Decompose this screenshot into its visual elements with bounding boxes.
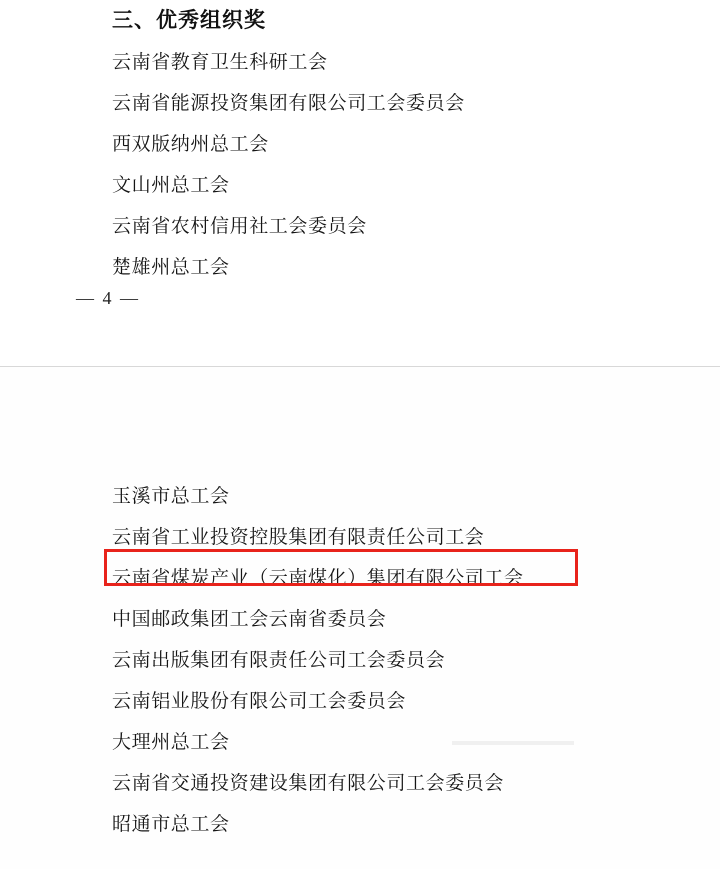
list-item-highlighted: 云南省煤炭产业（云南煤化）集团有限公司工会 <box>112 568 524 589</box>
list-item: 云南省能源投资集团有限公司工会委员会 <box>112 93 465 114</box>
list-item: 云南铝业股份有限公司工会委员会 <box>112 691 407 712</box>
list-item: 大理州总工会 <box>112 732 230 753</box>
list-item: 云南出版集团有限责任公司工会委员会 <box>112 650 446 671</box>
award-list-bottom <box>112 476 672 845</box>
list-item: 昭通市总工会 <box>112 814 230 835</box>
page-number: — 4 — <box>76 288 140 308</box>
list-item: 云南省交通投资建设集团有限公司工会委员会 <box>112 773 505 794</box>
list-item: 中国邮政集团工会云南省委员会 <box>112 609 387 630</box>
section-heading: 三、优秀组织奖 <box>112 9 266 32</box>
list-item: 云南省农村信用社工会委员会 <box>112 216 367 237</box>
award-list-top <box>112 42 672 288</box>
list-item: 文山州总工会 <box>112 175 230 196</box>
list-item: 楚雄州总工会 <box>112 257 230 278</box>
list-item: 云南省教育卫生科研工会 <box>112 52 328 73</box>
document-page-top <box>0 0 720 362</box>
list-item: 玉溪市总工会 <box>112 486 230 507</box>
list-item: 西双版纳州总工会 <box>112 134 269 155</box>
list-item: 云南省工业投资控股集团有限责任公司工会 <box>112 527 485 548</box>
